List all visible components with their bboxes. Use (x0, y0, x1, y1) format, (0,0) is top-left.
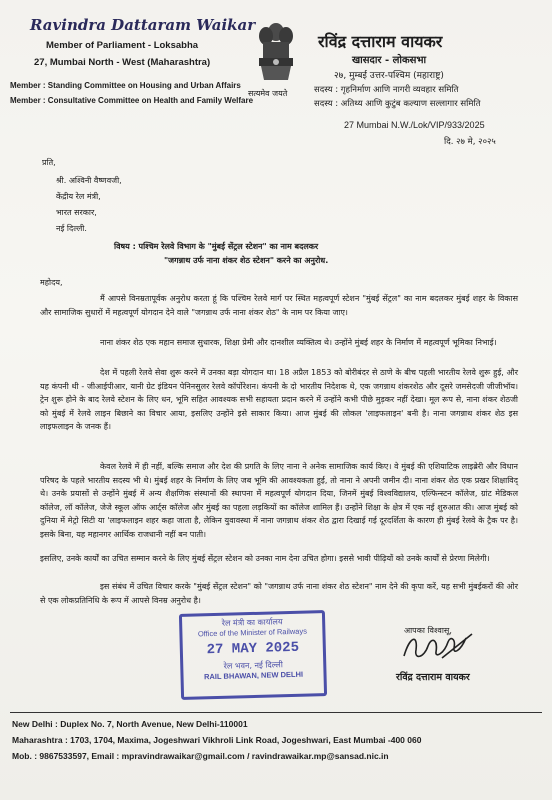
footer-delhi: New Delhi : Duplex No. 7, North Avenue, New Delhi-110001 (12, 719, 248, 729)
committee2-en: Member : Consultative Committee on Health and Family Welfare (10, 96, 254, 105)
designation-hi: खासदार - लोकसभा (352, 55, 427, 66)
constituency-en: 27, Mumbai North - West (Maharashtra) (34, 57, 211, 68)
mp-name-hi: रविंद्र दत्ताराम वायकर (318, 32, 443, 51)
committee2-hi: सदस्य : अतिथ्य आणि कुटुंब कल्याण सल्लागार समिति (314, 99, 481, 109)
stamp-line-2: Office of the Minister of Railways (197, 626, 308, 639)
subject-line-1: विषय : पश्चिम रेलवे विभाग के "मुंबई सेंट्रल स्टेशन" का नाम बदलकर (114, 242, 319, 251)
subject-line-2: "जगन्नाथ उर्फ नाना शंकर शेठ स्टेशन" करने का अनुरोध. (164, 256, 329, 265)
addressee-post: केंद्रीय रेल मंत्री, (56, 192, 101, 201)
received-stamp (179, 610, 327, 700)
reference-number: 27 Mumbai N.W./Lok/VIP/933/2025 (344, 120, 485, 130)
paragraph-2: नाना शंकर शेठ एक महान समाज सुधारक, शिक्षा प्रेमी और दानशील व्यक्तित्व थे। उन्होंने मुंबई शहर के निर्माण में महत्वपूर्ण भूमिका निभाई। (100, 338, 497, 347)
letter-date: दि. २७ मे, २०२५ (444, 137, 496, 147)
footer-contact: Mob. : 9867533597, Email : mpravindrawaikar@gmail.com / ravindrawaikar.mp@sansad.nic.in (12, 751, 389, 761)
addressee-to: प्रति, (42, 158, 56, 167)
handwritten-signature (398, 628, 478, 664)
constituency-hi: २७, मुम्बई उत्तर-पश्चिम (महाराष्ट्र) (334, 71, 444, 81)
emblem-motto: सत्यमेव जयते (248, 89, 288, 98)
committee1-hi: सदस्य : गृहनिर्माण आणि नागरी व्यवहार समिति (314, 85, 459, 95)
paragraph-5: इसलिए, उनके कार्यों का उचित सम्मान करने के लिए मुंबई सेंट्रल स्टेशन को उनका नाम देना उचित होगा। इससे भावी पीढ़ियों को उनके कार्यों से प्रेरणा मिलेगी। (40, 554, 490, 563)
stamp-date: 27 MAY 2025 (206, 639, 300, 659)
paragraph-1: मैं आपसे विनम्रतापूर्वक अनुरोध करता हूं कि पश्चिम रेलवे मार्ग पर स्थित महत्वपूर्ण स्टेशन "मुंबई सेंट्रल" का नाम बदलकर मुंबई शहर के विकास और सामाजिक सुधारों में महत्वपूर्ण योगदान देने वाले "जगन्नाथ उर्फ नाना शंकर शेठ" के नाम पर किया जाए। (40, 294, 518, 317)
designation-en: Member of Parliament - Loksabha (46, 40, 199, 51)
greeting: महोदय, (40, 278, 63, 287)
mp-name-en: Ravindra Dattaram Waikar (30, 16, 256, 34)
stamp-line-1: रेल मंत्री का कार्यालय (221, 617, 283, 628)
paragraph-3: देश में पहली रेलवे सेवा शुरू करने में उनका बड़ा योगदान था। 18 अप्रैल 1853 को बोरीबंदर से ठाणे के बीच पहली भारतीय रेलवे शुरू हुई, और यह कंपनी थी - जीआईपीआर, यानी ग्रेट इंडियन पेनिनसुलर रेलवे कॉर्पोरेशन। कंपनी के दो भारतीय निदेशक थे, एक जगन्नाथ शंकरशेठ और दूसरे जमसेदजी जीजीभॉय। ट्रेन शुरू होने के बाद रेलवे स्टेशन के लिए धन, भूमि सहित आवश्यक सभी सहायता प्रदान करने में उन्होंने कभी पीछे मुड़कर नहीं देखा। मूल रूप से, नाना शंकर शेठजी को मुंबई में रेलवे लाइन बिछाने का विचार आया, इसलिए उन्होंने इसे साकार किया। आज मुंबई की लोकल 'लाइफलाइन' बनी है। नाना जगन्नाथ शंकर शेठ इस लाइफलाइन के जनक हैं। (40, 368, 518, 432)
closing-yours: आपका विश्वासू, (404, 626, 452, 635)
addressee-org: भारत सरकार, (56, 208, 97, 217)
stamp-line-4: RAIL BHAWAN, NEW DELHI (203, 669, 304, 682)
signer-name: रविंद्र दत्ताराम वायकर (396, 672, 470, 683)
stamp-line-3: रेल भवन, नई दिल्ली (223, 660, 283, 671)
footer-divider (10, 712, 542, 713)
paragraph-6: इस संबंध में उचित विचार करके "मुंबई सेंट्रल स्टेशन" को "जगन्नाथ उर्फ नाना शंकर शेठ स्टेशन" नाम देने की कृपा करें, यह सभी मुंबईकरों की ओर से एक लोकप्रतिनिधि के रूप में आपसे विनम्र अनुरोध है। (40, 582, 518, 605)
addressee-name: श्री. अश्विनी वैष्णवजी, (56, 176, 122, 185)
addressee-city: नई दिल्ली. (56, 224, 87, 233)
national-emblem-icon (248, 18, 298, 98)
footer-maharashtra: Maharashtra : 1703, 1704, Maxima, Jogeshwari Vikhroli Link Road, Jogeshwari, East Mumbai -400 060 (12, 735, 422, 745)
committee1-en: Member : Standing Committee on Housing and Urban Affairs (10, 81, 241, 90)
paragraph-4: केवल रेलवे में ही नहीं, बल्कि समाज और देश की प्रगति के लिए नाना ने अनेक सामाजिक कार्य किए। वे मुंबई की एशियाटिक लाइब्रेरी और विधान परिषद के पहले भारतीय सदस्य भी थे। मुंबई शहर के निर्माण के लिए जब भूमि की आवश्यकता हुई, तो नाना ने अपनी जमीन दी। नाना शंकर शेठ एक प्रखर शिक्षाविद् थे। उनके प्रयासों से उन्होंने मुंबई में अन्य शैक्षणिक संस्थानों की स्थापना में महत्वपूर्ण योगदान दिया, जिनमें मुंबई विश्वविद्यालय, एल्फिन्स्टन कॉलेज, ग्रांट मेडिकल कॉलेज, लॉ कॉलेज, जेजे स्कूल ऑफ आर्ट्स कॉलेज और मुंबई का पहला लड़कियों का कॉलेज शामिल हैं। उन्होंने शिक्षा के क्षेत्र में एक नई शुरुआत की। आज मुंबई को दुनिया में मेट्रो सिटी या 'लाइफलाइन शहर कहा जाता है, लेकिन युवावस्था में नाना जगन्नाथ शंकर शेठ द्वारा दिखाई गई दूरदर्शिता के कारण ही मुंबई रेलवे के ट्रैक पर है। इसके बिना, यह महानगर आर्थिक राजधानी नहीं बन पाती। (40, 462, 518, 539)
